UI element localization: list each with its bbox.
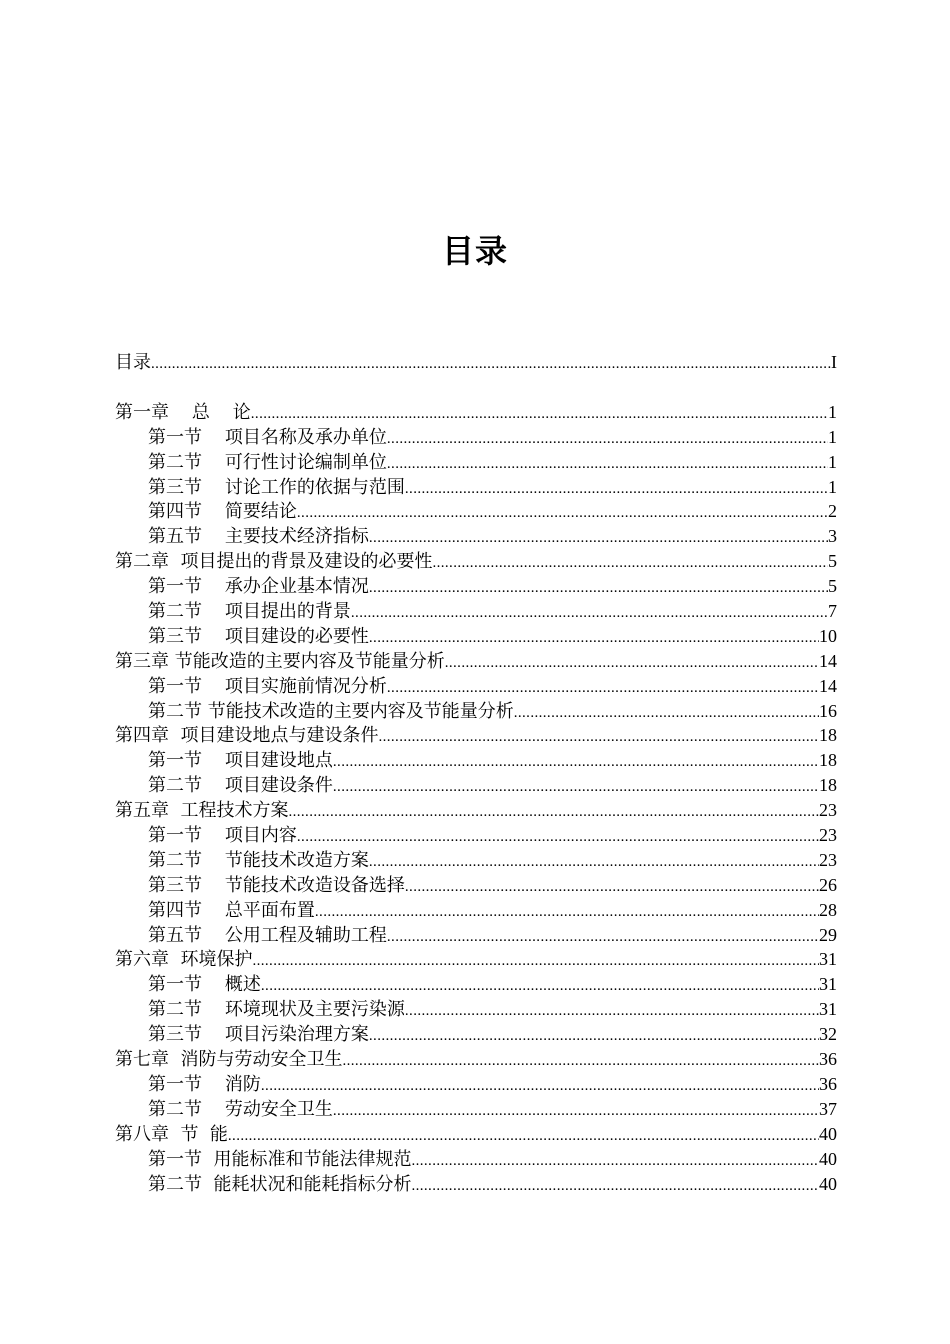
toc-entry-title: 第四节 总平面布置 — [148, 899, 315, 921]
toc-section-entry[interactable] — [115, 624, 837, 649]
toc-dot-leader — [333, 750, 819, 775]
toc-chapter-entry[interactable] — [115, 1122, 837, 1147]
table-of-contents — [115, 350, 837, 1196]
toc-page-number: 1 — [828, 401, 837, 422]
toc-chapter-entry[interactable] — [115, 947, 837, 972]
toc-chapter-entry[interactable] — [115, 549, 837, 574]
toc-page-number: 31 — [819, 974, 837, 995]
toc-chapter-entry[interactable] — [115, 649, 837, 674]
toc-entry-title: 第一节 用能标准和节能法律规范 — [148, 1148, 412, 1170]
toc-page-number: 18 — [819, 725, 837, 746]
toc-dot-leader — [387, 925, 819, 950]
toc-dot-leader — [369, 850, 819, 875]
toc-dot-leader — [228, 1124, 819, 1149]
toc-page-number: 1 — [828, 426, 837, 447]
toc-dot-leader — [342, 1049, 819, 1074]
toc-dot-leader — [405, 875, 819, 900]
toc-entry-title: 第一节 消防 — [148, 1073, 261, 1095]
toc-section-entry[interactable] — [115, 1072, 837, 1097]
toc-entry-title: 第一章 总 论 — [115, 401, 251, 423]
toc-entry-title: 第一节 项目建设地点 — [148, 750, 333, 772]
toc-dot-leader — [387, 427, 828, 452]
toc-page-number: 14 — [819, 650, 837, 671]
toc-chapter-entry[interactable] — [115, 798, 837, 823]
toc-dot-leader — [432, 551, 828, 576]
toc-page-number: 40 — [819, 1173, 837, 1194]
toc-page-number: 16 — [819, 700, 837, 721]
toc-dot-leader — [151, 352, 831, 377]
toc-page-number: 31 — [819, 999, 837, 1020]
toc-page-number: 36 — [819, 1073, 837, 1094]
toc-entry-title: 第五节 主要技术经济指标 — [148, 526, 369, 548]
toc-page-number: 26 — [819, 874, 837, 895]
toc-page-number: 40 — [819, 1148, 837, 1169]
toc-entry-title: 第三节 项目污染治理方案 — [148, 1024, 369, 1046]
toc-dot-leader — [297, 825, 819, 850]
toc-entry-title: 第二节 能耗状况和能耗指标分析 — [148, 1173, 412, 1195]
toc-page-number: 18 — [819, 775, 837, 796]
toc-entry-title: 第三章 节能改造的主要内容及节能量分析 — [115, 650, 445, 672]
toc-entry-title: 第六章 环境保护 — [115, 949, 253, 971]
toc-dot-leader — [369, 1024, 819, 1049]
toc-entry-title: 第四章 项目建设地点与建设条件 — [115, 725, 379, 747]
toc-entry-title: 第八章 节 能 — [115, 1123, 228, 1145]
toc-entry-title: 第二节 环境现状及主要污染源 — [148, 999, 405, 1021]
toc-section-entry[interactable] — [115, 1097, 837, 1122]
toc-section-entry[interactable] — [115, 773, 837, 798]
toc-page-number: 14 — [819, 675, 837, 696]
toc-section-entry[interactable] — [115, 425, 837, 450]
toc-page-number: 40 — [819, 1123, 837, 1144]
toc-entry-title: 第一节 概述 — [148, 974, 261, 996]
toc-dot-leader — [261, 1074, 819, 1099]
toc-entry-title: 第五章 工程技术方案 — [115, 800, 289, 822]
toc-page-number: 32 — [819, 1024, 837, 1045]
toc-page-number: I — [831, 352, 837, 372]
toc-section-entry[interactable] — [115, 873, 837, 898]
toc-dot-leader — [369, 526, 828, 551]
toc-page-number: 23 — [819, 849, 837, 870]
toc-page-number: 2 — [828, 501, 837, 522]
toc-section-entry[interactable] — [115, 450, 837, 475]
toc-page-number: 1 — [828, 451, 837, 472]
toc-chapter-entry[interactable] — [115, 723, 837, 748]
toc-entry-title: 第三节 讨论工作的依据与范围 — [148, 476, 405, 498]
toc-dot-leader — [405, 477, 828, 502]
toc-dot-leader — [411, 1149, 819, 1174]
toc-section-entry[interactable] — [115, 599, 837, 624]
toc-section-entry[interactable] — [115, 898, 837, 923]
toc-dot-leader — [405, 999, 819, 1024]
toc-dot-leader — [378, 725, 819, 750]
toc-section-entry[interactable] — [115, 524, 837, 549]
toc-page-number: 28 — [819, 899, 837, 920]
toc-dot-leader — [297, 501, 828, 526]
toc-page-number: 5 — [828, 576, 837, 597]
toc-page-number: 23 — [819, 800, 837, 821]
toc-section-entry[interactable] — [115, 499, 837, 524]
toc-section-entry[interactable] — [115, 748, 837, 773]
toc-page-number: 1 — [828, 476, 837, 497]
toc-section-entry[interactable] — [115, 1147, 837, 1172]
toc-entry-title: 第二节 劳动安全卫生 — [148, 1098, 333, 1120]
toc-chapter-entry[interactable] — [115, 1047, 837, 1072]
toc-entry-title: 第二节 项目提出的背景 — [148, 601, 351, 623]
toc-page-number: 23 — [819, 825, 837, 846]
toc-entry-title: 第四节 简要结论 — [148, 501, 297, 523]
toc-entry-title: 第二节 节能技术改造方案 — [148, 849, 369, 871]
toc-entry-title: 第一节 项目内容 — [148, 825, 297, 847]
toc-dot-leader — [261, 974, 819, 999]
toc-page-number: 29 — [819, 924, 837, 945]
toc-entry-title: 第一节 承办企业基本情况 — [148, 576, 369, 598]
page-title: 目录 — [441, 232, 508, 270]
toc-chapter-entry[interactable] — [115, 400, 837, 425]
toc-page-number: 36 — [819, 1049, 837, 1070]
toc-page-number: 5 — [828, 551, 837, 572]
toc-section-entry[interactable] — [115, 1022, 837, 1047]
toc-section-entry[interactable] — [115, 997, 837, 1022]
toc-contents-entry[interactable] — [115, 350, 837, 375]
toc-dot-leader — [251, 402, 828, 427]
toc-dot-leader — [351, 601, 828, 626]
toc-section-entry[interactable] — [115, 699, 837, 724]
toc-entry-title: 第二节 节能技术改造的主要内容及节能量分析 — [148, 700, 514, 722]
toc-dot-leader — [315, 900, 819, 925]
toc-section-entry[interactable] — [115, 1172, 837, 1197]
toc-entry-title: 目录 — [115, 352, 151, 373]
toc-page-number: 3 — [828, 526, 837, 547]
toc-section-entry[interactable] — [115, 848, 837, 873]
toc-dot-leader — [369, 626, 819, 651]
toc-page-number: 18 — [819, 750, 837, 771]
toc-dot-leader — [387, 676, 819, 701]
toc-dot-leader — [369, 576, 828, 601]
toc-page-number: 37 — [819, 1098, 837, 1119]
toc-page-number: 10 — [819, 625, 837, 646]
toc-entry-title: 第一节 项目名称及承办单位 — [148, 426, 387, 448]
toc-entry-title: 第二节 可行性讨论编制单位 — [148, 451, 387, 473]
toc-dot-leader — [514, 701, 819, 726]
toc-section-entry[interactable] — [115, 923, 837, 948]
toc-entry-title: 第三节 节能技术改造设备选择 — [148, 874, 405, 896]
toc-entry-title: 第一节 项目实施前情况分析 — [148, 675, 387, 697]
toc-dot-leader — [411, 1174, 819, 1199]
toc-section-entry[interactable] — [115, 475, 837, 500]
toc-entry-title: 第七章 消防与劳动安全卫生 — [115, 1049, 343, 1071]
toc-dot-leader — [252, 949, 819, 974]
toc-page-number: 7 — [828, 601, 837, 622]
toc-dot-leader — [445, 651, 819, 676]
toc-entry-title: 第五节 公用工程及辅助工程 — [148, 924, 387, 946]
toc-section-entry[interactable] — [115, 574, 837, 599]
toc-section-entry[interactable] — [115, 823, 837, 848]
toc-dot-leader — [333, 1099, 819, 1124]
toc-entry-title: 第三节 项目建设的必要性 — [148, 625, 369, 647]
toc-entry-title: 第二节 项目建设条件 — [148, 775, 333, 797]
toc-section-entry[interactable] — [115, 674, 837, 699]
toc-section-entry[interactable] — [115, 972, 837, 997]
toc-entry-title: 第二章 项目提出的背景及建设的必要性 — [115, 551, 433, 573]
toc-dot-leader — [333, 775, 819, 800]
toc-dot-leader — [387, 452, 828, 477]
toc-dot-leader — [288, 800, 819, 825]
toc-page-number: 31 — [819, 949, 837, 970]
